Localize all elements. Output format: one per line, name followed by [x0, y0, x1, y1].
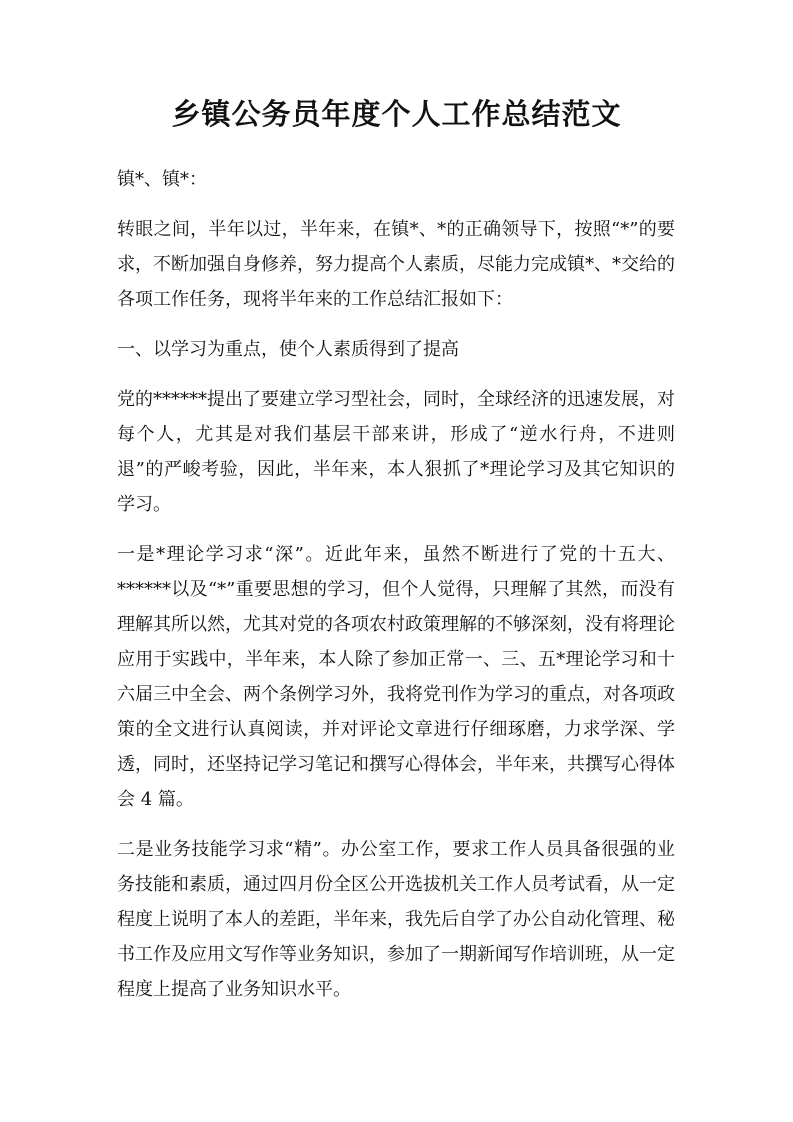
section-heading-1: 一、以学习为重点，使个人素质得到了提高	[117, 339, 459, 360]
paragraph-skill-study: 二是业务技能学习求“精”。办公室工作，要求工作人员具备很强的业务技能和素质，通过四月份全区公开选拔机关工作人员考试看，从一定程度上说明了本人的差距，半年来，我先后自学了办公自动化管理、秘书工作及应用文写作等业务知识，参加了一期新闻写作培训班，从一定程度上提高了业务知识水平。	[117, 839, 675, 1000]
document-title: 乡镇公务员年度个人工作总结范文	[171, 97, 622, 131]
paragraph-theory-study: 一是*理论学习求“深”。近此年来，虽然不断进行了党的十五大、******以及“*”重要思想的学习，但个人觉得，只理解了其然，而没有理解其所以然，尤其对党的各项农村政策理解的不够深刻，没有将理论应用于实践中，半年来，本人除了参加正常一、三、五*理论学习和十六届三中全会、两个条例学习外，我将党刊作为学习的重点，对各项政策的全文进行认真阅读，并对评论文章进行仔细琢磨，力求学深、学透，同时，还坚持记学习笔记和撰写心得体会，半年来，共撰写心得体会 4 篇。	[117, 544, 675, 810]
intro-paragraph: 转眼之间，半年以过，半年来，在镇*、*的正确领导下，按照“*”的要求，不断加强自身修养，努力提高个人素质，尽能力完成镇*、*交给的各项工作任务，现将半年来的工作总结汇报如下：	[117, 219, 675, 310]
salutation: 镇*、镇*：	[117, 169, 207, 190]
paragraph-study-background: 党的******提出了要建立学习型社会，同时，全球经济的迅速发展，对每个人，尤其是对我们基层干部来讲，形成了“逆水行舟，不进则退”的严峻考验，因此，半年来，本人狠抓了*理论学习及其它知识的学习。	[117, 389, 675, 515]
